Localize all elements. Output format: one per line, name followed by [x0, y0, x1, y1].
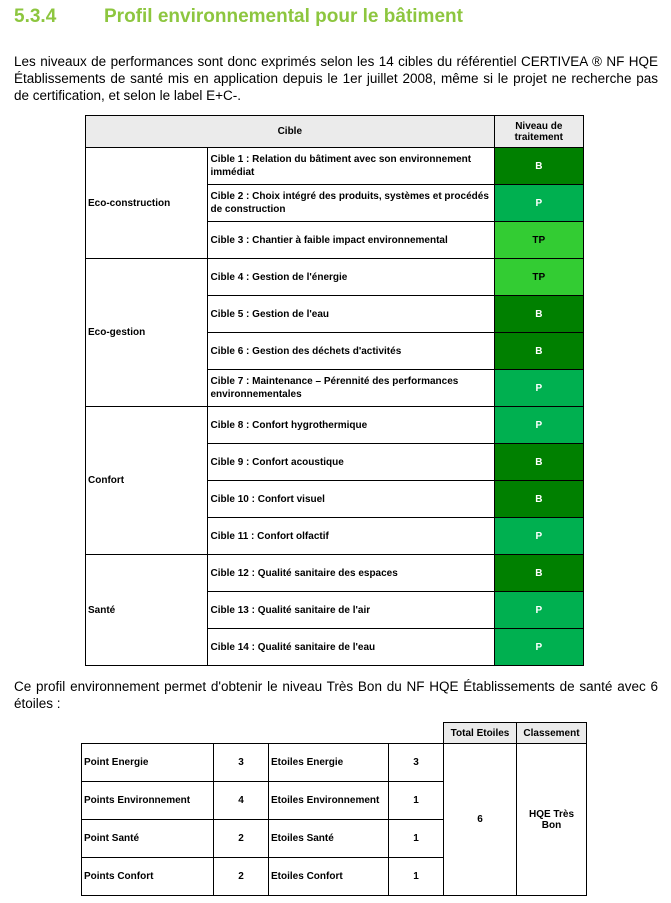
classement-value: HQE Très Bon	[517, 744, 587, 896]
star-label: Etoiles Energie	[269, 744, 389, 782]
header-classement: Classement	[517, 723, 587, 744]
header-total-etoiles: Total Etoiles	[444, 723, 517, 744]
level-badge: P	[494, 592, 583, 629]
cible-label: Cible 4 : Gestion de l'énergie	[208, 259, 494, 296]
level-badge: B	[494, 296, 583, 333]
table-row	[86, 407, 584, 444]
cible-label: Cible 13 : Qualité sanitaire de l'air	[208, 592, 494, 629]
point-value: 2	[214, 858, 269, 896]
table-row	[82, 744, 587, 782]
header-niveau: Niveau de traitement	[494, 116, 583, 148]
intro-paragraph: Les niveaux de performances sont donc exprimés selon les 14 cibles du référentiel CERTIVEA ® NF HQE Établissements de santé mis en application depuis le 1er juillet 2008, même si le projet ne recherche pas de certification, et selon le label E+C-.	[14, 54, 658, 103]
header-cible: Cible	[86, 116, 495, 148]
level-badge: TP	[494, 259, 583, 296]
section-heading	[14, 6, 463, 28]
table-row	[86, 555, 584, 592]
cible-label: Cible 5 : Gestion de l'eau	[208, 296, 494, 333]
cible-label: Cible 14 : Qualité sanitaire de l'eau	[208, 629, 494, 666]
etoiles-table	[81, 722, 587, 896]
level-badge: B	[494, 333, 583, 370]
group-label: Eco-gestion	[86, 259, 208, 407]
level-badge: B	[494, 555, 583, 592]
point-label: Points Environnement	[82, 782, 214, 820]
cible-label: Cible 12 : Qualité sanitaire des espaces	[208, 555, 494, 592]
star-value: 1	[389, 858, 444, 896]
section-title: Profil environnemental pour le bâtiment	[104, 6, 463, 27]
point-label: Point Santé	[82, 820, 214, 858]
star-value: 3	[389, 744, 444, 782]
table-row	[86, 148, 584, 185]
point-value: 2	[214, 820, 269, 858]
point-value: 3	[214, 744, 269, 782]
group-label: Confort	[86, 407, 208, 555]
point-label: Point Energie	[82, 744, 214, 782]
level-badge: P	[494, 185, 583, 222]
section-number: 5.3.4	[14, 6, 57, 27]
level-badge: B	[494, 481, 583, 518]
table-row	[86, 259, 584, 296]
cible-label: Cible 6 : Gestion des déchets d'activités	[208, 333, 494, 370]
star-label: Etoiles Confort	[269, 858, 389, 896]
level-badge: TP	[494, 222, 583, 259]
outro-paragraph: Ce profil environnement permet d'obtenir le niveau Très Bon du NF HQE Établissements de santé avec 6 étoiles :	[14, 679, 658, 711]
cible-label: Cible 8 : Confort hygrothermique	[208, 407, 494, 444]
level-badge: P	[494, 518, 583, 555]
cible-label: Cible 11 : Confort olfactif	[208, 518, 494, 555]
cible-label: Cible 7 : Maintenance – Pérennité des performances environnementales	[208, 370, 494, 407]
star-value: 1	[389, 782, 444, 820]
level-badge: P	[494, 629, 583, 666]
star-label: Etoiles Environnement	[269, 782, 389, 820]
point-value: 4	[214, 782, 269, 820]
group-label: Eco-construction	[86, 148, 208, 259]
etoiles-table-body	[82, 744, 587, 896]
cible-label: Cible 3 : Chantier à faible impact environnemental	[208, 222, 494, 259]
level-badge: P	[494, 370, 583, 407]
group-label: Santé	[86, 555, 208, 666]
level-badge: B	[494, 444, 583, 481]
cible-label: Cible 10 : Confort visuel	[208, 481, 494, 518]
cibles-table-body	[86, 148, 584, 666]
cible-label: Cible 1 : Relation du bâtiment avec son environnement immédiat	[208, 148, 494, 185]
level-badge: B	[494, 148, 583, 185]
blank-header	[82, 723, 444, 744]
cibles-table	[85, 115, 584, 666]
cible-label: Cible 9 : Confort acoustique	[208, 444, 494, 481]
star-value: 1	[389, 820, 444, 858]
star-label: Etoiles Santé	[269, 820, 389, 858]
total-etoiles-value: 6	[444, 744, 517, 896]
cible-label: Cible 2 : Choix intégré des produits, systèmes et procédés de construction	[208, 185, 494, 222]
point-label: Points Confort	[82, 858, 214, 896]
level-badge: P	[494, 407, 583, 444]
